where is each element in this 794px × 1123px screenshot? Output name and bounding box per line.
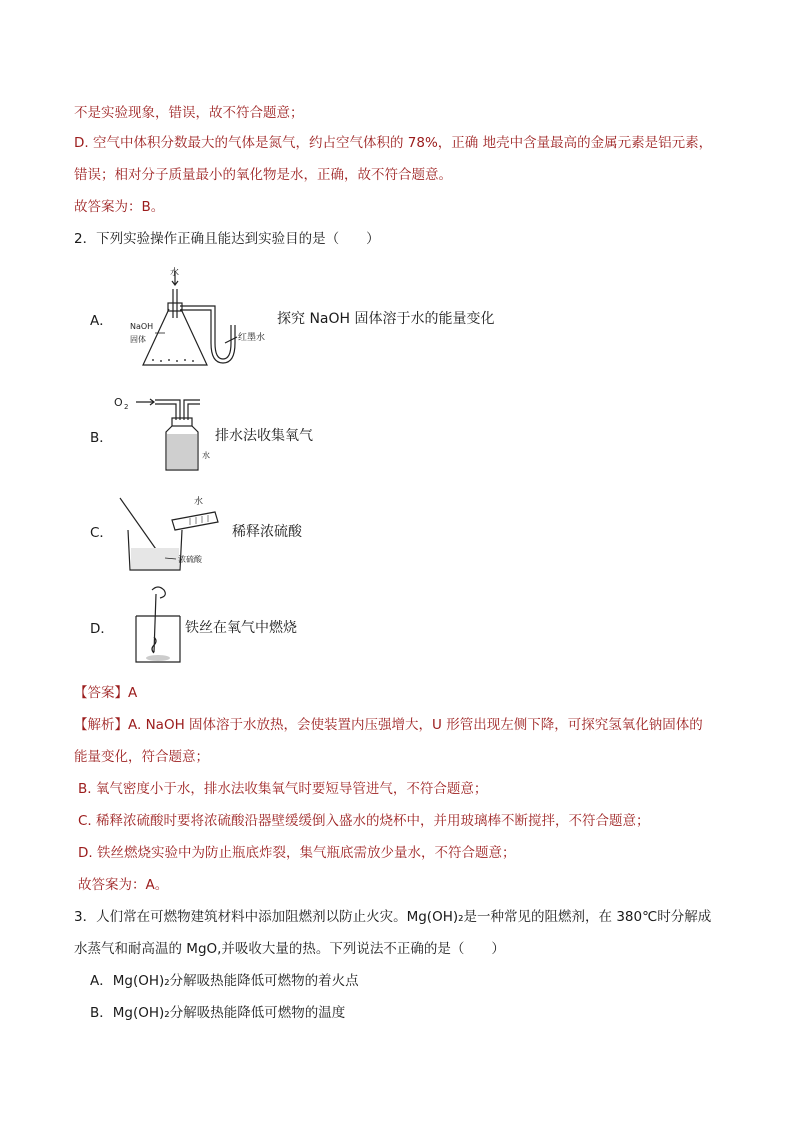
option-d-caption: 铁丝在氧气中燃烧 [185,620,297,636]
analysis-a-line-1 [74,715,703,735]
option-d-letter: D． [90,621,114,637]
analysis-a-text: A. NaOH 固体溶于水放热，会使装置内压强增大，U 形管出现左侧下降，可探究氢氧化钠固体的 [128,717,703,733]
prev-analysis-conclusion: 故答案为：B。 [74,199,165,215]
option-b-letter: B． [90,430,113,446]
analysis-conclusion: 故答案为：A。 [78,877,169,893]
question-2-stem: 2．下列实验操作正确且能达到实验目的是（ ） [74,231,380,247]
option-a-letter: A． [90,313,113,329]
analysis-c-line: C. 稀释浓硫酸时要将浓硫酸沿器壁缓缓倒入盛水的烧杯中，并用玻璃棒不断搅拌，不符合题意； [78,813,650,829]
question-3-option-a: A．Mg(OH)₂分解吸热能降低可燃物的着火点 [90,973,359,989]
option-b-caption: 排水法收集氧气 [215,428,313,444]
option-a-apparatus-figure [125,263,275,373]
analysis-b-line: B. 氧气密度小于水，排水法收集氧气时要短导管进气，不符合题意； [78,781,488,797]
prev-analysis-line-2: D. 空气中体积分数最大的气体是氮气，约占空气体积的 78%，正确 地壳中含量最高的金属元素是铝元素， [74,135,713,151]
prev-analysis-line-1: 不是实验现象，错误，故不符合题意； [74,105,304,121]
option-d-apparatus-figure [128,582,188,667]
label-water-b: 水 [202,451,210,460]
label-naoh: NaOH [130,322,154,331]
label-solid: 固体 [130,335,146,344]
label-oxygen: O [114,396,123,409]
label-red-ink: 红墨水 [238,333,266,343]
label-water-c: 水 [194,497,204,507]
label-conc-acid: 浓硫酸 [178,555,202,564]
question-3-option-b: B．Mg(OH)₂分解吸热能降低可燃物的温度 [90,1005,346,1021]
analysis-d-line: D. 铁丝燃烧实验中为防止瓶底炸裂，集气瓶底需放少量水，不符合题意； [78,845,516,861]
option-c-apparatus-figure [110,490,225,575]
option-a-caption: 探究 NaOH 固体溶于水的能量变化 [277,311,495,327]
question-3-stem-line-2: 水蒸气和耐高温的 MgO,并吸收大量的热。下列说法不正确的是（ ） [74,941,505,957]
label-water-a: 水 [170,268,180,278]
option-c-caption: 稀释浓硫酸 [232,524,302,540]
label-oxygen-subscript: 2 [124,403,129,411]
analysis-tag: 【解析】 [74,717,128,733]
analysis-a-line-2: 能量变化，符合题意； [74,749,209,765]
question-3-stem-line-1: 3．人们常在可燃物建筑材料中添加阻燃剂以防止火灾。Mg(OH)₂是一种常见的阻燃剂，在 380℃时分解成 [74,909,712,925]
option-c-letter: C． [90,525,113,541]
option-b-apparatus-figure [110,390,220,475]
answer-line: 【答案】A [74,685,138,701]
prev-analysis-line-3: 错误；相对分子质量最小的氧化物是水，正确，故不符合题意。 [74,167,452,183]
